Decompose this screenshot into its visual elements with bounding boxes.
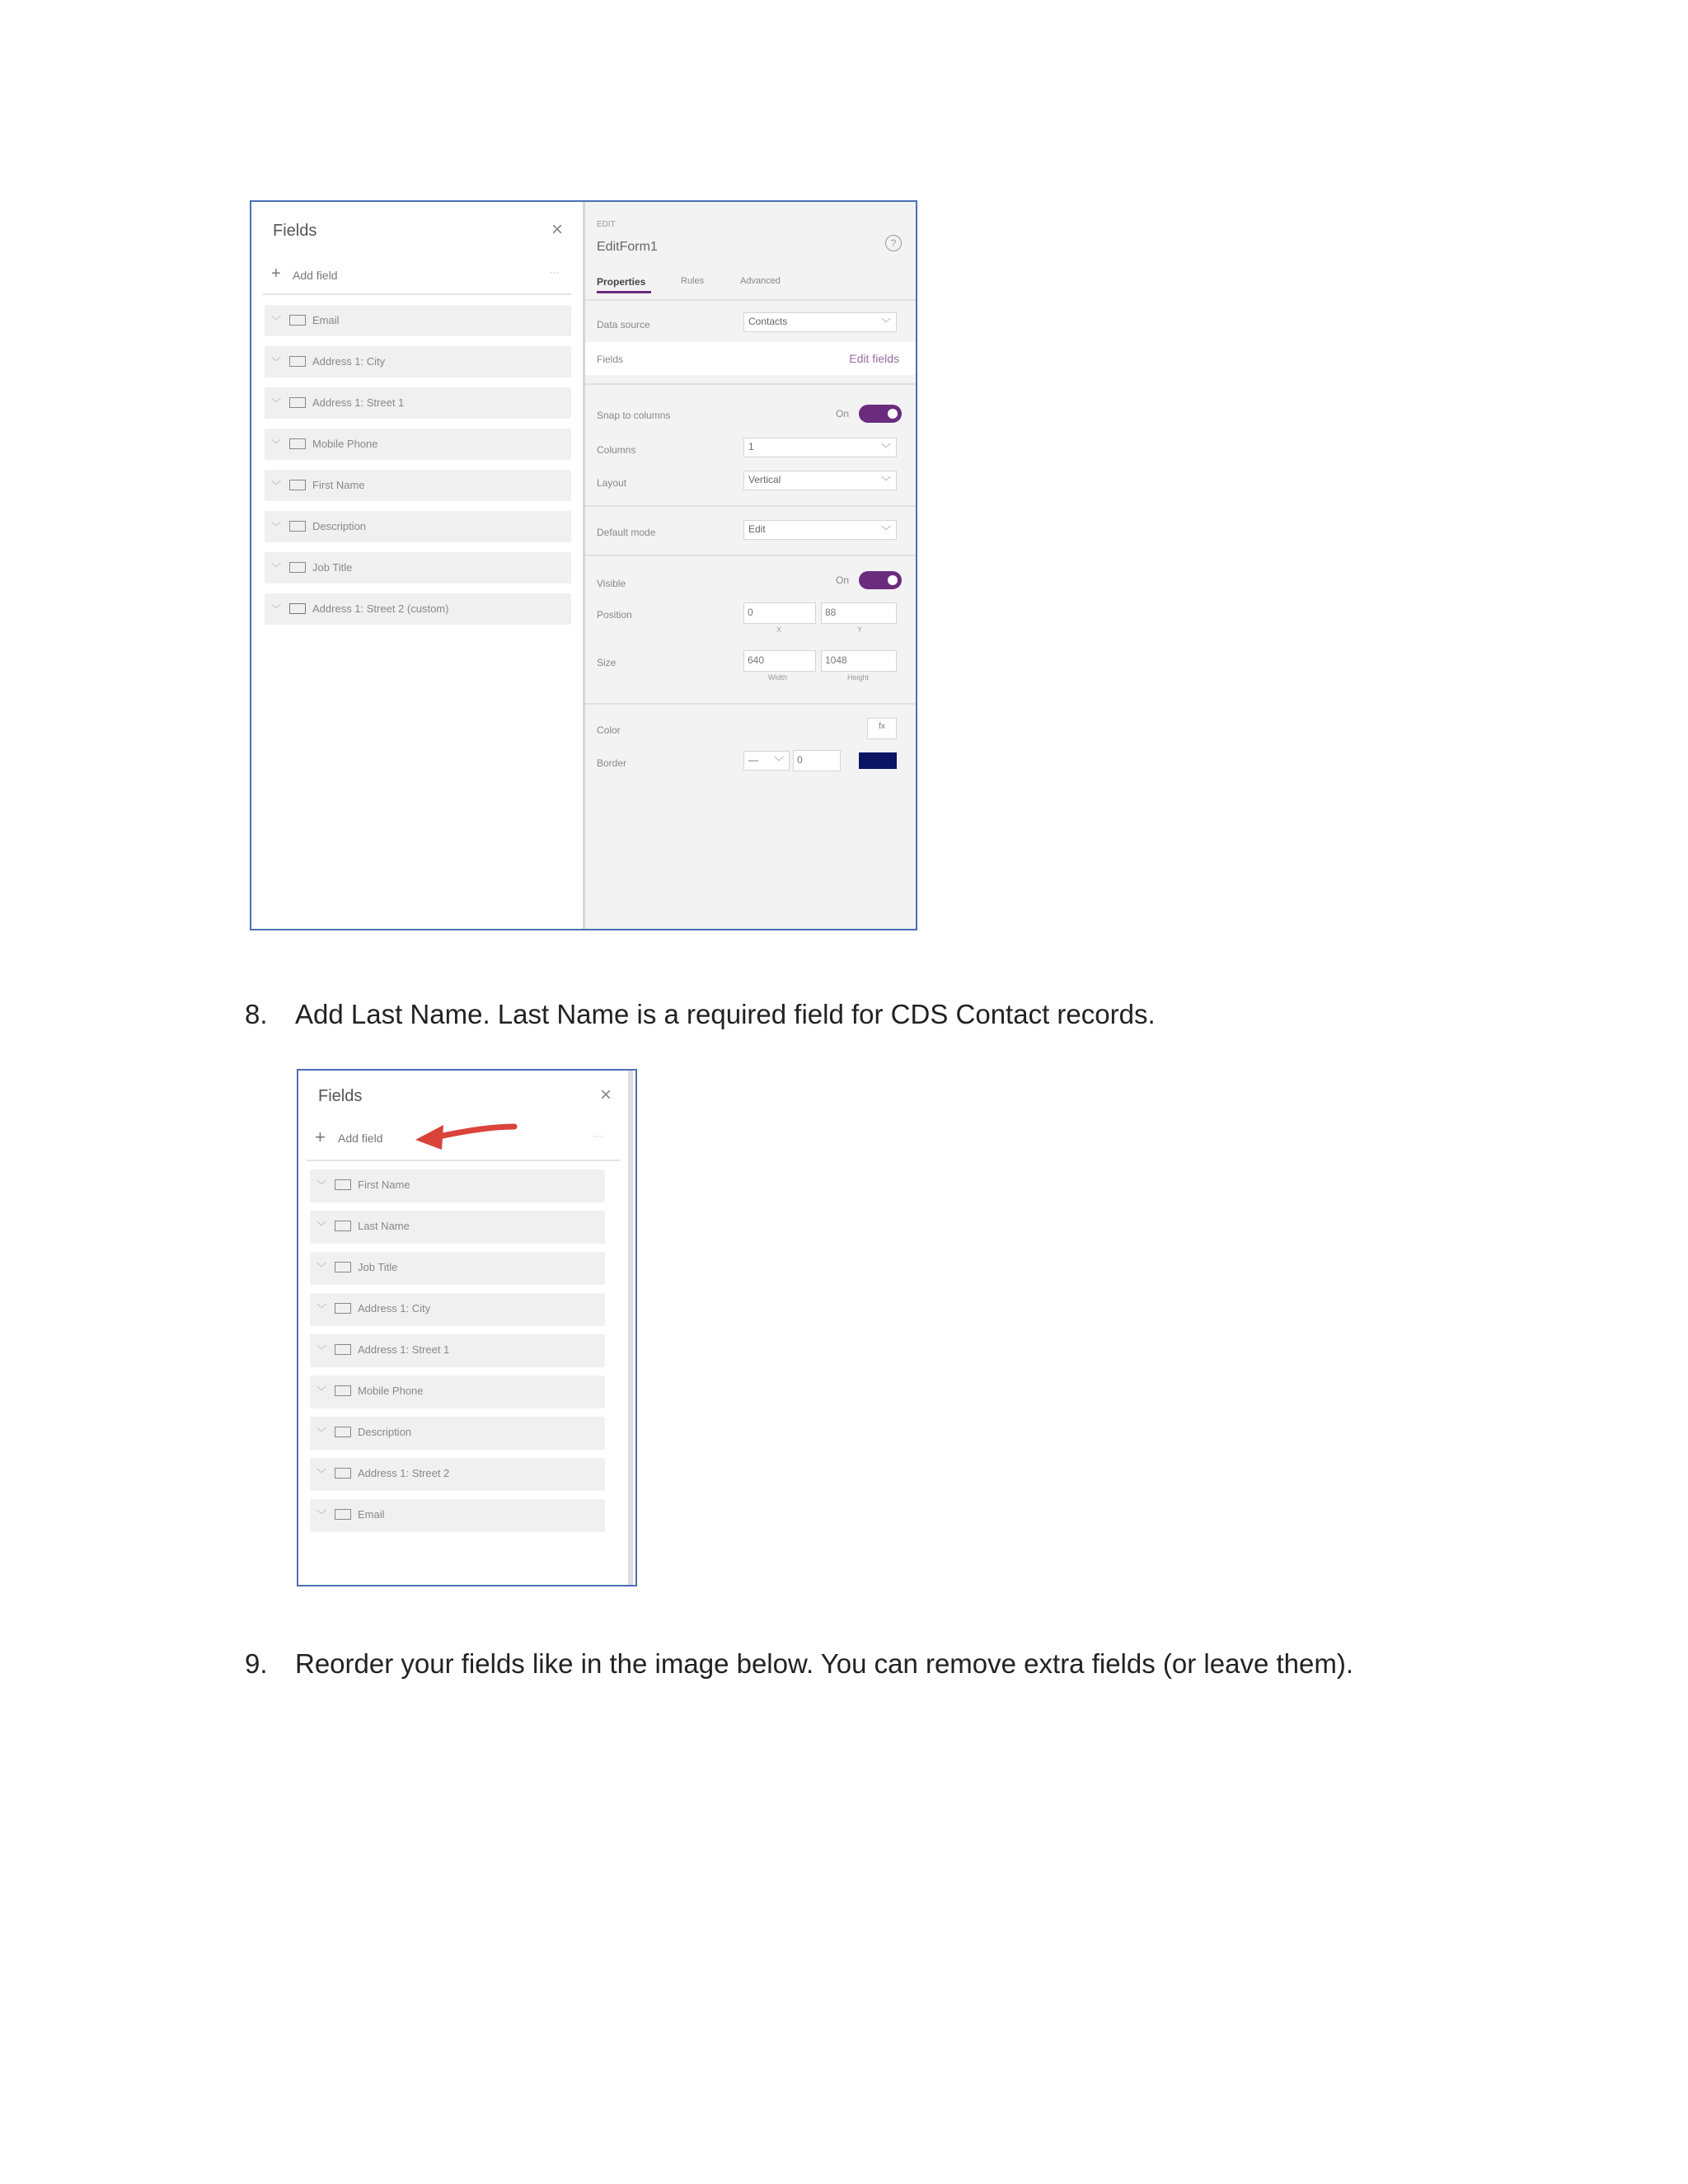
chevron-down-icon[interactable]: ﹀: [271, 315, 282, 326]
visible-toggle[interactable]: [859, 571, 902, 589]
text-field-icon: [335, 1385, 351, 1396]
text-field-icon: [335, 1468, 351, 1479]
default-mode-dropdown[interactable]: [743, 520, 897, 540]
add-field-button[interactable]: Add field: [293, 269, 338, 282]
field-row-first-name[interactable]: ﹀ First Name: [310, 1169, 605, 1202]
fields-label: Fields: [597, 354, 624, 365]
chevron-down-icon[interactable]: ﹀: [271, 438, 282, 450]
field-row-first-name[interactable]: ﹀ First Name: [265, 470, 571, 501]
step-number: 9.: [245, 1648, 268, 1679]
data-source-label: Data source: [597, 319, 650, 330]
x-caption: X: [776, 626, 782, 634]
tab-rules[interactable]: Rules: [681, 276, 705, 286]
divider: [585, 299, 916, 301]
chevron-down-icon: ﹀: [880, 443, 891, 454]
fields-panel-title: Fields: [318, 1087, 363, 1105]
height-caption: Height: [847, 673, 870, 682]
fields-panel: [251, 202, 585, 929]
edit-fields-link[interactable]: Edit fields: [849, 352, 899, 365]
color-label: Color: [597, 724, 621, 736]
tab-properties[interactable]: Properties: [597, 276, 646, 288]
data-source-dropdown[interactable]: [743, 312, 897, 332]
visible-label: Visible: [597, 578, 626, 589]
fields-row: [585, 342, 916, 375]
chevron-down-icon[interactable]: ﹀: [316, 1221, 327, 1232]
size-height-input[interactable]: 1048: [821, 650, 897, 672]
default-mode-value: Edit: [748, 523, 766, 535]
columns-value: 1: [748, 441, 754, 452]
text-field-icon: [335, 1509, 351, 1520]
plus-icon[interactable]: +: [271, 265, 281, 283]
text-field-icon: [335, 1427, 351, 1437]
chevron-down-icon[interactable]: ﹀: [316, 1344, 327, 1356]
text-field-icon: [335, 1221, 351, 1231]
field-row-address-street2[interactable]: ﹀ Address 1: Street 2: [310, 1458, 605, 1491]
chevron-down-icon[interactable]: ﹀: [271, 480, 282, 491]
close-icon[interactable]: ×: [551, 218, 564, 241]
help-icon[interactable]: ?: [885, 235, 902, 251]
border-label: Border: [597, 757, 627, 769]
text-field-icon: [289, 397, 306, 408]
divider: [585, 505, 916, 507]
visible-state: On: [836, 574, 850, 586]
text-field-icon: [335, 1303, 351, 1314]
add-field-button[interactable]: Add field: [338, 1132, 383, 1145]
field-row-address-city[interactable]: ﹀ Address 1: City: [265, 346, 571, 377]
position-y-input[interactable]: 88: [821, 602, 897, 624]
field-row-address-street2[interactable]: ﹀ Address 1: Street 2 (custom): [265, 593, 571, 625]
text-field-icon: [289, 438, 306, 449]
snap-state: On: [836, 408, 850, 419]
text-field-icon: [335, 1179, 351, 1190]
columns-label: Columns: [597, 444, 636, 456]
columns-dropdown[interactable]: [743, 438, 897, 457]
field-row-description[interactable]: ﹀ Description: [265, 511, 571, 542]
chevron-down-icon: ﹀: [773, 756, 784, 767]
chevron-down-icon[interactable]: ﹀: [316, 1179, 327, 1191]
field-row-address-city[interactable]: ﹀ Address 1: City: [310, 1293, 605, 1326]
close-icon[interactable]: ×: [600, 1084, 612, 1106]
chevron-down-icon[interactable]: ﹀: [316, 1468, 327, 1479]
red-arrow-annotation: [412, 1115, 519, 1156]
fields-panel: [298, 1071, 633, 1585]
plus-icon[interactable]: +: [315, 1127, 326, 1147]
chevron-down-icon: ﹀: [880, 476, 891, 487]
layout-value: Vertical: [748, 474, 781, 485]
more-options-icon[interactable]: ···: [593, 1130, 603, 1141]
field-row-last-name[interactable]: ﹀ Last Name: [310, 1211, 605, 1244]
layout-dropdown[interactable]: [743, 471, 897, 490]
properties-panel: [585, 202, 916, 929]
y-caption: Y: [857, 626, 863, 634]
chevron-down-icon[interactable]: ﹀: [316, 1262, 327, 1273]
snap-to-columns-label: Snap to columns: [597, 410, 671, 421]
divider: [307, 1160, 620, 1161]
chevron-down-icon[interactable]: ﹀: [316, 1385, 327, 1397]
text-field-icon: [289, 480, 306, 490]
chevron-down-icon[interactable]: ﹀: [316, 1303, 327, 1315]
field-row-description[interactable]: ﹀ Description: [310, 1417, 605, 1450]
border-style-dropdown[interactable]: [743, 751, 790, 771]
default-mode-label: Default mode: [597, 527, 656, 538]
size-label: Size: [597, 657, 617, 668]
step-text: Add Last Name. Last Name is a required field for CDS Contact records.: [295, 999, 1156, 1029]
step-text: Reorder your fields like in the image below. You can remove extra fields (or leave them).: [295, 1648, 1353, 1679]
field-row-mobile-phone[interactable]: ﹀ Mobile Phone: [310, 1376, 605, 1408]
field-row-address-street1[interactable]: ﹀ Address 1: Street 1: [265, 387, 571, 419]
data-source-value: Contacts: [748, 316, 788, 327]
border-style-value: —: [748, 754, 758, 766]
field-row-email[interactable]: ﹀ Email: [310, 1499, 605, 1532]
fields-panel-title: Fields: [273, 222, 317, 240]
custom-field-icon: [289, 603, 306, 614]
field-row-job-title[interactable]: ﹀ Job Title: [310, 1252, 605, 1285]
border-color-swatch[interactable]: [859, 752, 897, 769]
text-field-icon: [335, 1262, 351, 1272]
field-row-job-title[interactable]: ﹀ Job Title: [265, 552, 571, 583]
step-number: 8.: [245, 999, 268, 1029]
chevron-down-icon[interactable]: ﹀: [271, 521, 282, 532]
more-options-icon[interactable]: ···: [550, 266, 560, 278]
field-row-email[interactable]: ﹀ Email: [265, 305, 571, 336]
border-width-input[interactable]: 0: [793, 750, 841, 771]
size-width-input[interactable]: 640: [743, 650, 816, 672]
snap-to-columns-toggle[interactable]: [859, 405, 902, 423]
text-field-icon: [289, 521, 306, 532]
section-label: EDIT: [597, 220, 616, 229]
text-field-icon: [289, 562, 306, 573]
screenshot-fields-panel: [297, 1069, 637, 1586]
position-x-input[interactable]: 0: [743, 602, 816, 624]
active-tab-indicator: [597, 291, 651, 293]
chevron-down-icon[interactable]: ﹀: [271, 356, 282, 368]
field-row-mobile-phone[interactable]: ﹀ Mobile Phone: [265, 429, 571, 460]
field-row-address-street1[interactable]: ﹀ Address 1: Street 1: [310, 1334, 605, 1367]
position-label: Position: [597, 609, 632, 621]
text-field-icon: [335, 1344, 351, 1355]
text-field-icon: [289, 356, 306, 367]
divider: [585, 555, 916, 556]
tab-advanced[interactable]: Advanced: [740, 276, 781, 286]
width-caption: Width: [768, 673, 788, 682]
chevron-down-icon[interactable]: ﹀: [271, 603, 282, 615]
chevron-down-icon: ﹀: [880, 317, 891, 329]
chevron-down-icon[interactable]: ﹀: [271, 397, 282, 409]
chevron-down-icon[interactable]: ﹀: [316, 1427, 327, 1438]
chevron-down-icon[interactable]: ﹀: [316, 1509, 327, 1521]
divider: [585, 383, 916, 385]
divider: [263, 293, 571, 295]
chevron-down-icon: ﹀: [880, 525, 891, 537]
screenshot-form-properties: [250, 200, 917, 930]
chevron-down-icon[interactable]: ﹀: [271, 562, 282, 574]
divider: [585, 703, 916, 705]
layout-label: Layout: [597, 477, 627, 489]
control-name: EditForm1: [597, 240, 658, 254]
text-field-icon: [289, 315, 306, 326]
color-picker-button[interactable]: fx: [867, 718, 897, 739]
